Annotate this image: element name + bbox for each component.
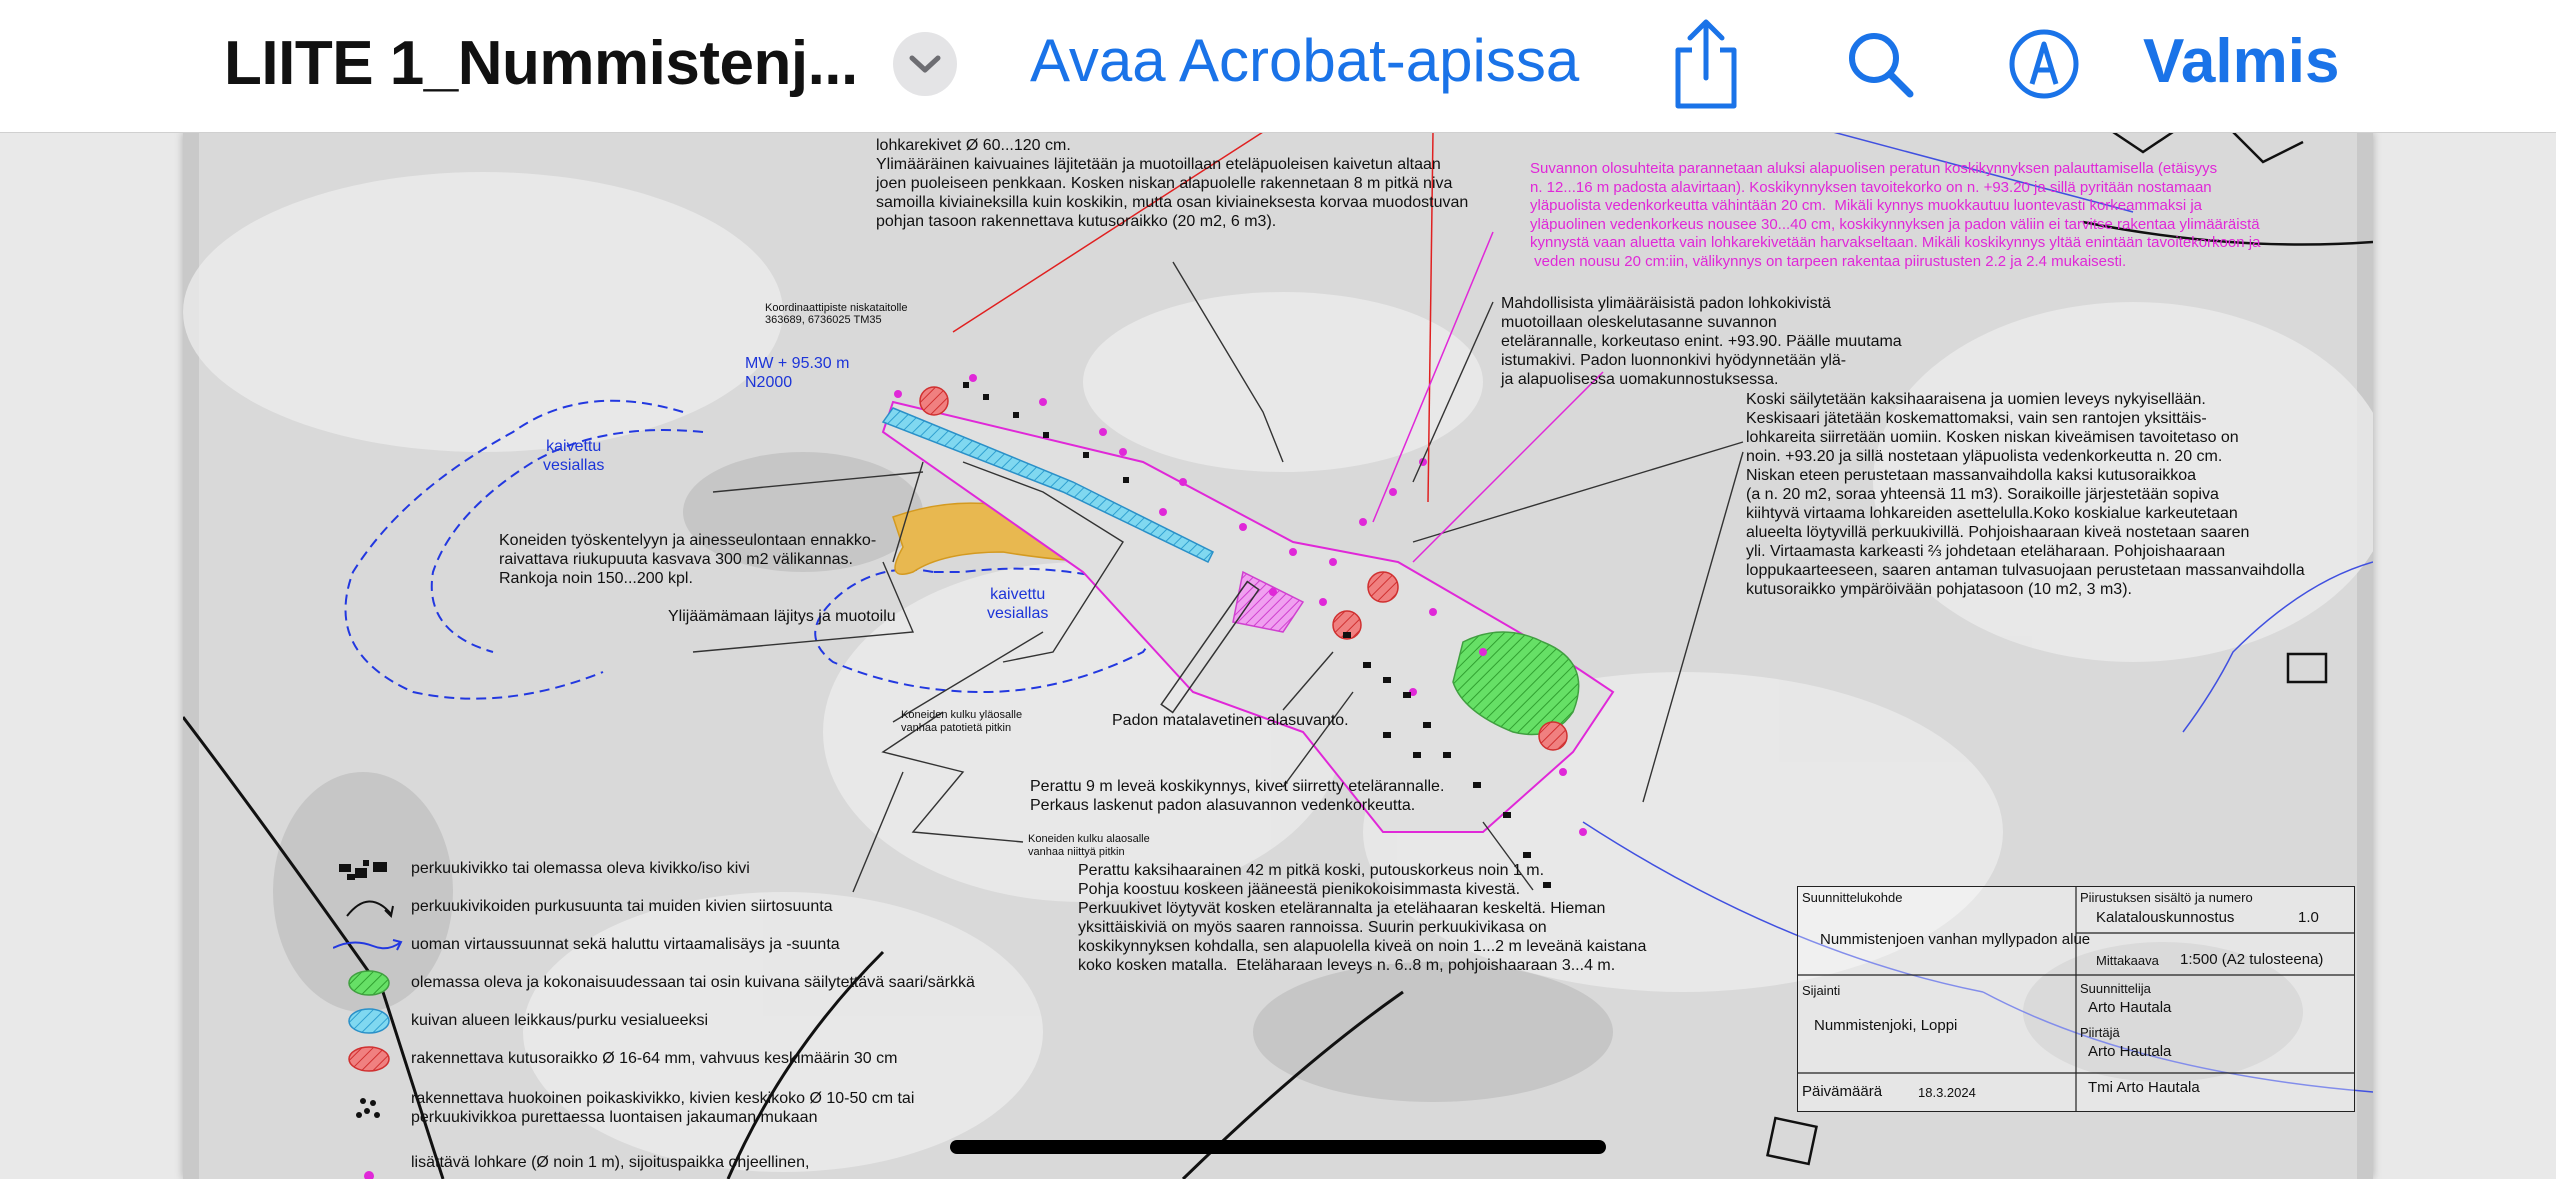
boulder-dot-icon (333, 1146, 405, 1179)
note-padon: Padon matalavetinen alasuvanto. (1112, 712, 1349, 729)
pond-label-1: kaivettu vesiallas (543, 438, 605, 474)
title-block (1797, 886, 2355, 1112)
legend-row (333, 1002, 708, 1040)
designer-label: Suunnittelija (2080, 981, 2151, 996)
done-button[interactable]: Valmis (2143, 27, 2340, 96)
legend-label: perkuukivikoiden purkusuunta tai muiden kivien siirtosuunta (411, 898, 833, 915)
note-ylijaama: Ylijäämämaan läjitys ja muotoilu (668, 608, 896, 625)
n2000-label: N2000 (745, 374, 793, 391)
note-kulku-1: Koneiden kulku yläosalle vanhaa patotietä pitkin (901, 709, 1023, 734)
chevron-down-icon[interactable] (893, 32, 957, 96)
legend-row (333, 1144, 809, 1179)
legend-row (333, 964, 975, 1002)
legend-label: rakennettava kutusoraikko Ø 16-64 mm, vahvuus keskimäärin 30 cm (411, 1050, 898, 1067)
note-mid: Mahdollisista ylimääräisistä padon lohkokivistä muotoillaan oleskelutasanne suvannon etelärannalle, korkeutaso enint. +93.90. Päälle muutama istumakivi. Padon luonnonkivi hyödynnetään ylä- ja alapuolisessa uomakunnostuksessa. (1501, 295, 1902, 388)
legend-label: uoman virtaussuunnat sekä haluttu virtaamalisäys ja -suunta (411, 936, 840, 953)
share-icon[interactable] (1656, 14, 1756, 114)
note-perattu: Perattu 9 m leveä koskikynnys, kivet siirretty etelärannalle. Perkaus laskenut padon alasuvannon vedenkorkeutta. (1030, 778, 1445, 814)
note-right: Koski säilytetään kaksihaaraisena ja uomien leveys nykyisellään. Keskisaari jätetään koskemattomaksi, vain sen rantojen yksittäis- lohkareita siirretään uomiin. Kosken niskan kiveämisen tavoitetaso on noin. +93.20 ja sillä nostetaan yläpuolista vedenkorkeutta n. 20 cm. Niskan eteen perustetaan massanvaihdolla kaksi kutusoraikkoa (a n. 20 m2, soraa yhteensä 11 m3). Soraikoille järjestetään sopiva kiihtyvä virtaama lohkareiden asettelulla.Koko koskialue karkeutetaan alueelta löytyvillä perkuukivillä. Pohjoishaaraan kiveä nostetaan saaren yli. Virtaamasta karkeasti ⅔ johdetaan eteläharaan. Pohjoishaaraan loppukaarteeseen, saaren antaman tulvasuojaan perustetaan massanvaihdolla kutusoraikko ympäröivään pohjatasoon (10 m2, 3 m3). (1746, 391, 2305, 598)
document-title: LIITE 1_Nummistenj... (224, 29, 858, 98)
title-block-grid (1798, 887, 2354, 1111)
coord-title: Koordinaattipiste niskataitolle (765, 302, 908, 314)
designer-value: Arto Hautala (2088, 999, 2172, 1016)
legend-label: perkuukivikko tai olemassa oleva kivikko/iso kivi (411, 860, 750, 877)
company-value: Tmi Arto Hautala (2088, 1079, 2200, 1096)
mw-label: MW + 95.30 m (745, 355, 850, 372)
legend-row (333, 926, 840, 964)
location-value: Nummistenjoki, Loppi (1814, 1017, 1958, 1034)
legend-label: lisättävä lohkare (Ø noin 1 m), sijoituspaikka ohjeellinen, (411, 1154, 810, 1171)
project-label: Suunnittelukohde (1802, 890, 1903, 905)
legend-label: olemassa oleva ja kokonaisuudessaan tai osin kuivana säilytettävä saari/särkkä (411, 974, 975, 991)
note-bottom: Perattu kaksihaarainen 42 m pitkä koski, putouskorkeus noin 1 m. Pohja koostuu koskeen jääneestä pienikokoisimmasta kivestä. Perkuukivet löytyvät kosken etelärannalta ja etelähaaran keskeltä. Hieman yksittäiskiviä on myös saaren rannoissa. Suurin perkuukivikasa on koskikynnyksen kohdalla, sen alapuolella kiveä on noin 1...2 m leveänä kaistana koko kosken matalla. Eteläharaan leveys n. 6..8 m, pohjoishaaraan 3...4 m. (1078, 862, 1647, 974)
legend-row (333, 1040, 897, 1078)
home-indicator[interactable] (950, 1140, 1606, 1154)
date-label: Päivämäärä (1802, 1083, 1883, 1100)
contents-value: Kalatalouskunnostus (2096, 909, 2235, 926)
note-pink: Suvannon olosuhteita parannetaan aluksi alapuolisen peratun koskikynnyksen palauttamisella (etäisyys n. 12...16 m padosta alavirtaan). Koskikynnyksen tavoitekorko on n. +93.20 ja sillä pyritään nostamaan yläpuolista vedenkorkeutta vähintään 20 cm. Mikäli kynnys muokkautuu luontevasti korkeammaksi ja yläpuolinen vedenkorkeus nousee 30...40 cm, koskikynnyksen ja padon väliin ei tarvitse rakentaa ylimääräistä kynnystä vaan aluetta vain lohkarekivetään harvakseltaan. Mikäli koskikynnys yltää enintään tavoitekorkoon ja veden nousu 20 cm:iin, välikynnys on tarpeen rakentaa piirustusten 2.2 ja 2.4 mukaisesti. (1530, 160, 2261, 270)
excavation-swatch-icon (333, 1004, 405, 1038)
drawing-number: 1.0 (2298, 909, 2319, 926)
legend-label: rakennettava huokoinen poikaskivikko, kivien keskikoko Ø 10-50 cm tai perkuukivikkoa purettaessa luontaisen jakauman mukaan (411, 1090, 915, 1126)
stone-pile-icon (333, 852, 405, 886)
legend-label: kuivan alueen leikkaus/purku vesialueeksi (411, 1012, 709, 1029)
curved-arrow-icon (333, 890, 405, 924)
drafter-label: Piirtäjä (2080, 1025, 2120, 1040)
drafter-value: Arto Hautala (2088, 1043, 2172, 1060)
scale-label: Mittakaava (2096, 953, 2159, 968)
project-value: Nummistenjoen vanhan myllypadon alue (1820, 931, 2091, 948)
top-toolbar (0, 0, 2556, 133)
note-top-left: lohkarekivet Ø 60...120 cm. Ylimääräinen kaivuaines läjitetään ja muotoillaan eteläpuoleisen kaivetun altaan joen puoleiseen penkkaan. Kosken niskan alapuolelle rakennetaan 8 m pitkä niva samoilla kiviaineksilla kuin koskikin, mutta osan kiviaineksesta korvaa muodostuvan pohjan tasoon rakennettava kutusoraikko (20 m2, 6 m3). (876, 137, 1469, 230)
contents-label: Piirustuksen sisältö ja numero (2080, 890, 2253, 905)
note-koneiden: Koneiden työskentelyyn ja ainesseulontaan ennakko- raivattava riukupuuta kasvava 300 m2 välikannas. Rankoja noin 150...200 kpl. (499, 532, 877, 587)
legend-row (333, 1086, 914, 1130)
pdf-page[interactable] (183, 132, 2373, 1179)
note-kulku-2: Koneiden kulku alaosalle vanhaa niittyä pitkin (1028, 833, 1150, 858)
legend-row (333, 888, 833, 926)
gravel-dots-icon (333, 1091, 405, 1125)
date-value: 18.3.2024 (1918, 1085, 1976, 1100)
markup-pen-icon[interactable] (1994, 14, 2094, 114)
legend-row (333, 850, 750, 888)
scale-value: 1:500 (A2 tulosteena) (2180, 951, 2324, 968)
island-swatch-icon (333, 966, 405, 1000)
open-in-acrobat-button[interactable]: Avaa Acrobat-apissa (1030, 27, 1580, 94)
spawning-gravel-swatch-icon (333, 1042, 405, 1076)
coord-value: 363689, 6736025 TM35 (765, 314, 882, 326)
search-icon[interactable] (1830, 14, 1930, 114)
flow-arrow-icon (333, 928, 405, 962)
pond-label-2: kaivettu vesiallas (987, 586, 1049, 622)
location-label: Sijainti (1802, 983, 1841, 998)
